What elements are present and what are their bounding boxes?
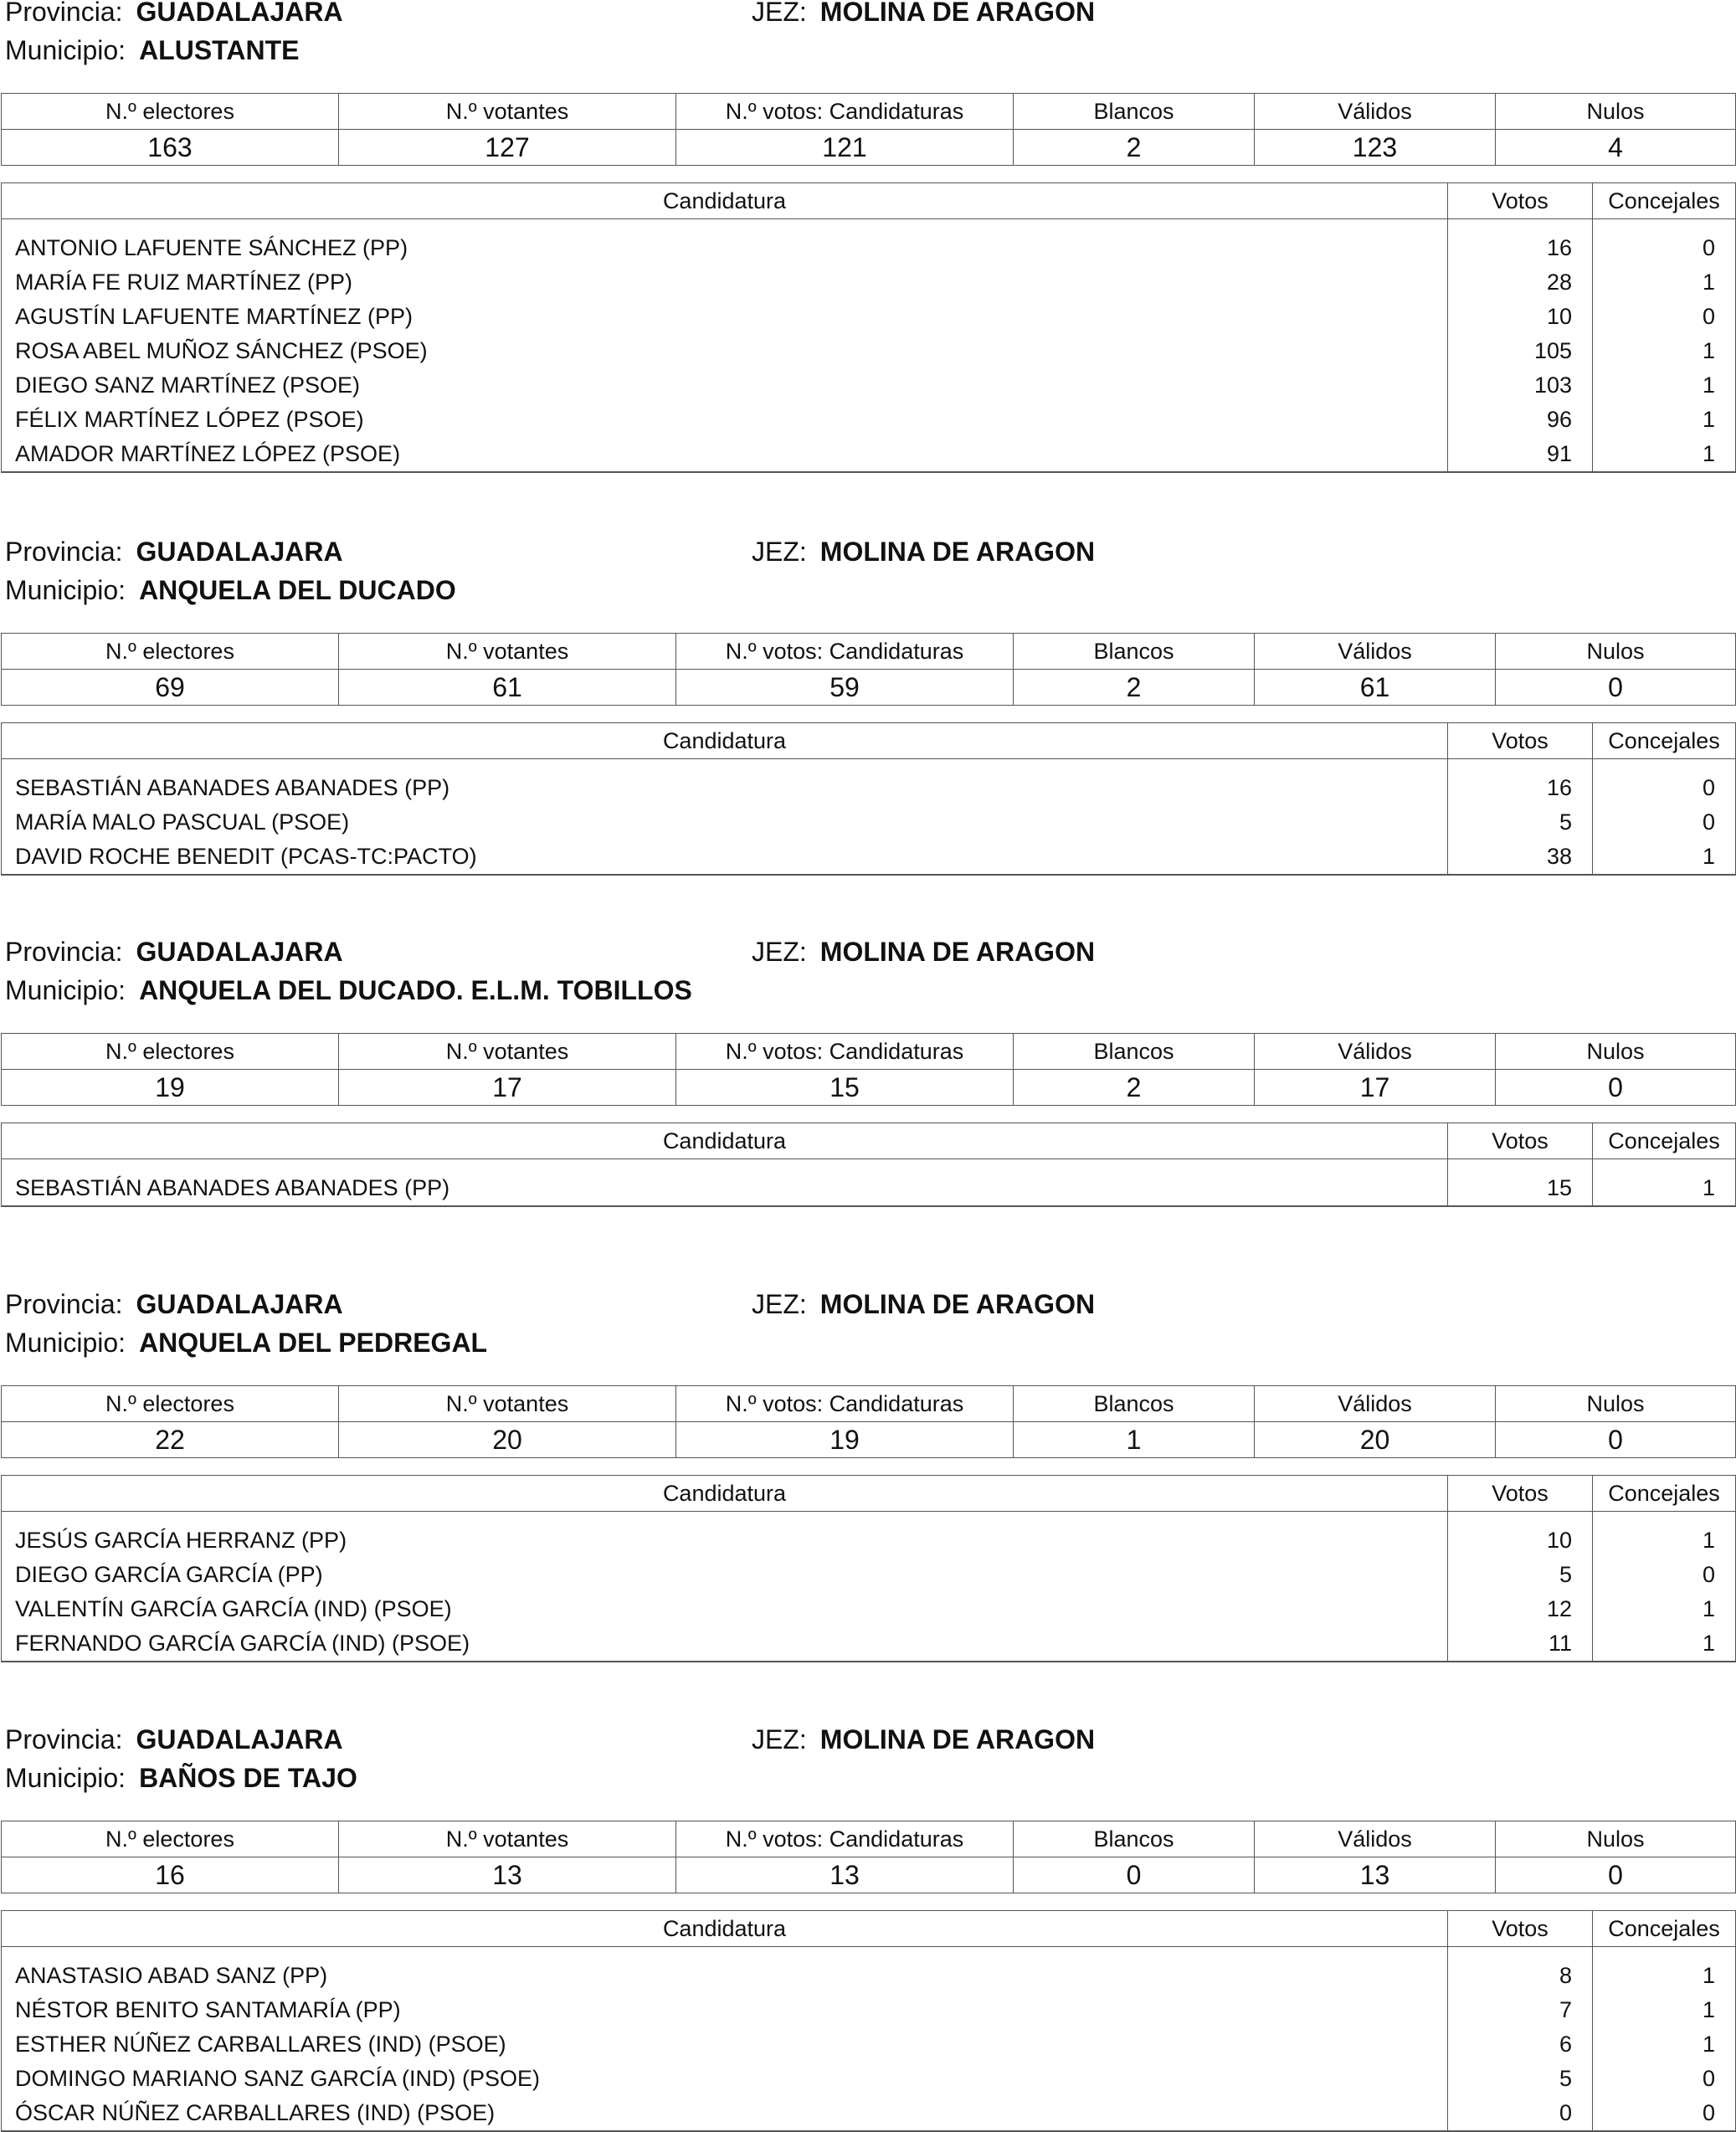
electores-value: 163 <box>2 130 339 166</box>
candidate-councillors: 1 <box>1702 1528 1715 1553</box>
candidate-name: DIEGO SANZ MARTÍNEZ (PSOE) <box>2 368 1448 403</box>
nulos-value: 4 <box>1496 130 1736 166</box>
votantes-header: N.º votantes <box>339 1821 676 1857</box>
votantes-value: 20 <box>339 1422 676 1458</box>
votantes-header: N.º votantes <box>339 94 676 130</box>
concejales-header: Concejales <box>1593 1476 1736 1512</box>
candidate-votes: 7 <box>1448 1993 1593 2027</box>
jez-label: JEZ: <box>752 537 807 567</box>
votantes-header: N.º votantes <box>339 1034 676 1070</box>
provincia-label: Provincia: <box>5 1724 123 1754</box>
candidate-row <box>2 437 1736 472</box>
votos-candidaturas-value: 13 <box>676 1857 1014 1893</box>
jez-line <box>752 935 1095 968</box>
candidates-table <box>1 722 1736 876</box>
candidate-votes: 6 <box>1448 2027 1593 2062</box>
provincia-value: GUADALAJARA <box>136 1724 343 1754</box>
concejales-header: Concejales <box>1593 183 1736 219</box>
validos-header: Válidos <box>1255 1821 1496 1857</box>
jez-value: MOLINA DE ARAGON <box>819 0 1096 27</box>
jez-line <box>752 0 1095 28</box>
candidate-row <box>2 1512 1736 1559</box>
candidate-row <box>2 2096 1736 2131</box>
candidate-votes: 11 <box>1448 1626 1593 1662</box>
candidates-table <box>1 182 1736 473</box>
stats-value-row <box>2 670 1736 706</box>
votantes-value: 13 <box>339 1857 676 1893</box>
jez-line <box>752 1287 1095 1321</box>
concejales-header: Concejales <box>1593 1123 1736 1159</box>
blancos-value: 0 <box>1014 1857 1255 1893</box>
candidates-table <box>1 1475 1736 1662</box>
validos-value: 13 <box>1255 1857 1496 1893</box>
electores-value: 69 <box>2 670 339 706</box>
validos-value: 123 <box>1255 130 1496 166</box>
provincia-value: GUADALAJARA <box>136 0 343 27</box>
nulos-value: 0 <box>1496 1422 1736 1458</box>
candidate-name: JESÚS GARCÍA HERRANZ (PP) <box>2 1512 1448 1559</box>
candidate-votes: 105 <box>1448 334 1593 368</box>
votantes-value: 61 <box>339 670 676 706</box>
nulos-header: Nulos <box>1496 1034 1736 1070</box>
nulos-value: 0 <box>1496 670 1736 706</box>
jez-label: JEZ: <box>752 937 807 967</box>
candidate-name: AGUSTÍN LAFUENTE MARTÍNEZ (PP) <box>2 300 1448 334</box>
stats-table <box>1 93 1736 166</box>
municipio-label: Municipio: <box>5 35 126 65</box>
votos-header: Votos <box>1448 1911 1593 1947</box>
candidate-name: ÓSCAR NÚÑEZ CARBALLARES (IND) (PSOE) <box>2 2096 1448 2131</box>
candidates-table <box>1 1910 1736 2132</box>
provincia-line <box>5 1723 343 1756</box>
candidate-votes: 5 <box>1448 1558 1593 1592</box>
candidate-name: SEBASTIÁN ABANADES ABANADES (PP) <box>2 759 1448 806</box>
validos-header: Válidos <box>1255 94 1496 130</box>
candidate-councillors: 1 <box>1702 1963 1715 1988</box>
provincia-line <box>5 535 343 568</box>
jez-value: MOLINA DE ARAGON <box>819 537 1096 567</box>
candidate-row <box>2 1993 1736 2027</box>
votos-candidaturas-header: N.º votos: Candidaturas <box>676 1386 1014 1422</box>
candidates-header-row <box>2 183 1736 219</box>
candidate-councillors: 1 <box>1593 1626 1736 1662</box>
electores-header: N.º electores <box>2 1034 339 1070</box>
blancos-header: Blancos <box>1014 634 1255 670</box>
candidate-row <box>2 1592 1736 1626</box>
stats-value-row <box>2 1857 1736 1893</box>
candidate-row <box>2 368 1736 403</box>
candidate-name: SEBASTIÁN ABANADES ABANADES (PP) <box>2 1159 1448 1207</box>
blancos-header: Blancos <box>1014 1386 1255 1422</box>
provincia-value: GUADALAJARA <box>136 937 343 967</box>
stats-table <box>1 1821 1736 1893</box>
nulos-header: Nulos <box>1496 1386 1736 1422</box>
candidate-row <box>2 300 1736 334</box>
candidate-row <box>2 265 1736 300</box>
candidate-votes: 91 <box>1448 437 1593 472</box>
electores-header: N.º electores <box>2 94 339 130</box>
candidate-councillors: 0 <box>1702 2066 1715 2091</box>
stats-value-row <box>2 130 1736 166</box>
votantes-value: 127 <box>339 130 676 166</box>
candidate-votes: 15 <box>1448 1159 1593 1207</box>
candidate-councillors: 1 <box>1702 2032 1715 2057</box>
nulos-header: Nulos <box>1496 94 1736 130</box>
candidate-votes: 16 <box>1448 759 1593 806</box>
electores-header: N.º electores <box>2 634 339 670</box>
candidates-header-row <box>2 723 1736 759</box>
candidate-name: ANTONIO LAFUENTE SÁNCHEZ (PP) <box>2 219 1448 266</box>
votos-header: Votos <box>1448 1476 1593 1512</box>
jez-value: MOLINA DE ARAGON <box>819 1289 1096 1319</box>
candidate-councillors: 0 <box>1702 1562 1715 1587</box>
municipio-value: BAÑOS DE TAJO <box>139 1763 357 1793</box>
votos-candidaturas-value: 121 <box>676 130 1014 166</box>
electores-value: 22 <box>2 1422 339 1458</box>
candidates-header-row <box>2 1476 1736 1512</box>
provincia-value: GUADALAJARA <box>136 1289 343 1319</box>
candidate-row <box>2 334 1736 368</box>
candidate-name: AMADOR MARTÍNEZ LÓPEZ (PSOE) <box>2 437 1448 472</box>
jez-label: JEZ: <box>752 1289 807 1319</box>
municipio-label: Municipio: <box>5 1328 126 1358</box>
stats-header-row <box>2 94 1736 130</box>
validos-value: 61 <box>1255 670 1496 706</box>
stats-table <box>1 1385 1736 1458</box>
candidate-name: DAVID ROCHE BENEDIT (PCAS-TC:PACTO) <box>2 840 1448 875</box>
candidate-row <box>2 1159 1736 1207</box>
votos-header: Votos <box>1448 183 1593 219</box>
provincia-label: Provincia: <box>5 1289 123 1319</box>
candidate-row <box>2 1626 1736 1662</box>
provincia-line <box>5 1287 343 1321</box>
blancos-value: 2 <box>1014 130 1255 166</box>
votantes-header: N.º votantes <box>339 1386 676 1422</box>
municipio-label: Municipio: <box>5 1763 126 1793</box>
candidatura-header: Candidatura <box>2 723 1448 759</box>
blancos-value: 2 <box>1014 1070 1255 1106</box>
candidate-row <box>2 403 1736 437</box>
candidate-row <box>2 2027 1736 2062</box>
candidate-row <box>2 1558 1736 1592</box>
candidate-votes: 0 <box>1448 2096 1593 2131</box>
provincia-line <box>5 0 343 28</box>
blancos-value: 2 <box>1014 670 1255 706</box>
validos-value: 17 <box>1255 1070 1496 1106</box>
municipio-value: ANQUELA DEL DUCADO <box>139 575 456 605</box>
nulos-header: Nulos <box>1496 1821 1736 1857</box>
candidate-votes: 96 <box>1448 403 1593 437</box>
stats-value-row <box>2 1070 1736 1106</box>
candidate-councillors: 0 <box>1702 235 1715 260</box>
municipio-line <box>5 33 299 67</box>
provincia-value: GUADALAJARA <box>136 537 343 567</box>
jez-line <box>752 535 1095 568</box>
candidate-row <box>2 219 1736 266</box>
provincia-line <box>5 935 343 968</box>
electores-header: N.º electores <box>2 1386 339 1422</box>
candidates-table <box>1 1123 1736 1207</box>
municipio-label: Municipio: <box>5 975 126 1005</box>
jez-line <box>752 1723 1095 1756</box>
candidate-votes: 12 <box>1448 1592 1593 1626</box>
blancos-value: 1 <box>1014 1422 1255 1458</box>
candidates-header-row <box>2 1911 1736 1947</box>
municipio-value: ANQUELA DEL PEDREGAL <box>139 1328 488 1358</box>
candidate-row <box>2 2062 1736 2096</box>
stats-header-row <box>2 1386 1736 1422</box>
candidate-votes: 16 <box>1448 219 1593 266</box>
votos-candidaturas-value: 15 <box>676 1070 1014 1106</box>
candidates-header-row <box>2 1123 1736 1159</box>
stats-value-row <box>2 1422 1736 1458</box>
validos-header: Válidos <box>1255 634 1496 670</box>
votos-candidaturas-header: N.º votos: Candidaturas <box>676 94 1014 130</box>
candidate-votes: 103 <box>1448 368 1593 403</box>
provincia-label: Provincia: <box>5 537 123 567</box>
electores-header: N.º electores <box>2 1821 339 1857</box>
candidate-votes: 28 <box>1448 265 1593 300</box>
candidate-name: MARÍA MALO PASCUAL (PSOE) <box>2 805 1448 840</box>
municipio-line <box>5 1326 487 1359</box>
municipio-line <box>5 1761 357 1795</box>
votos-candidaturas-value: 19 <box>676 1422 1014 1458</box>
electores-value: 16 <box>2 1857 339 1893</box>
candidate-councillors: 1 <box>1702 1997 1715 2022</box>
candidate-councillors: 1 <box>1702 407 1715 432</box>
concejales-header: Concejales <box>1593 1911 1736 1947</box>
candidate-row <box>2 840 1736 875</box>
nulos-header: Nulos <box>1496 634 1736 670</box>
candidate-name: FÉLIX MARTÍNEZ LÓPEZ (PSOE) <box>2 403 1448 437</box>
votantes-value: 17 <box>339 1070 676 1106</box>
jez-value: MOLINA DE ARAGON <box>819 937 1096 967</box>
candidate-name: ROSA ABEL MUÑOZ SÁNCHEZ (PSOE) <box>2 334 1448 368</box>
votos-candidaturas-value: 59 <box>676 670 1014 706</box>
candidate-name: FERNANDO GARCÍA GARCÍA (IND) (PSOE) <box>2 1626 1448 1662</box>
municipio-value: ALUSTANTE <box>139 35 300 65</box>
candidatura-header: Candidatura <box>2 1123 1448 1159</box>
candidate-councillors: 1 <box>1593 437 1736 472</box>
stats-header-row <box>2 1034 1736 1070</box>
nulos-value: 0 <box>1496 1070 1736 1106</box>
blancos-header: Blancos <box>1014 94 1255 130</box>
candidate-councillors: 1 <box>1593 1159 1736 1207</box>
validos-value: 20 <box>1255 1422 1496 1458</box>
candidatura-header: Candidatura <box>2 1476 1448 1512</box>
candidate-votes: 10 <box>1448 1512 1593 1559</box>
stats-table <box>1 1033 1736 1106</box>
candidate-name: ANASTASIO ABAD SANZ (PP) <box>2 1947 1448 1994</box>
candidate-votes: 5 <box>1448 805 1593 840</box>
provincia-label: Provincia: <box>5 0 123 27</box>
stats-header-row <box>2 1821 1736 1857</box>
candidate-councillors: 1 <box>1702 270 1715 295</box>
candidate-councillors: 0 <box>1702 809 1715 835</box>
municipio-line <box>5 573 456 607</box>
candidate-councillors: 0 <box>1702 775 1715 800</box>
candidate-votes: 8 <box>1448 1947 1593 1994</box>
candidate-name: DIEGO GARCÍA GARCÍA (PP) <box>2 1558 1448 1592</box>
provincia-label: Provincia: <box>5 937 123 967</box>
candidate-councillors: 1 <box>1702 1596 1715 1621</box>
candidate-councillors: 0 <box>1593 2096 1736 2131</box>
candidatura-header: Candidatura <box>2 1911 1448 1947</box>
stats-table <box>1 633 1736 706</box>
jez-value: MOLINA DE ARAGON <box>819 1724 1096 1754</box>
municipio-value: ANQUELA DEL DUCADO. E.L.M. TOBILLOS <box>139 975 692 1005</box>
candidate-councillors: 1 <box>1702 338 1715 363</box>
votos-header: Votos <box>1448 1123 1593 1159</box>
municipio-line <box>5 974 692 1007</box>
jez-label: JEZ: <box>752 1724 807 1754</box>
candidate-votes: 5 <box>1448 2062 1593 2096</box>
candidate-votes: 38 <box>1448 840 1593 875</box>
candidate-councillors: 1 <box>1702 372 1715 398</box>
votos-candidaturas-header: N.º votos: Candidaturas <box>676 1034 1014 1070</box>
candidate-name: NÉSTOR BENITO SANTAMARÍA (PP) <box>2 1993 1448 2027</box>
candidate-name: VALENTÍN GARCÍA GARCÍA (IND) (PSOE) <box>2 1592 1448 1626</box>
votantes-header: N.º votantes <box>339 634 676 670</box>
electores-value: 19 <box>2 1070 339 1106</box>
blancos-header: Blancos <box>1014 1034 1255 1070</box>
candidate-votes: 10 <box>1448 300 1593 334</box>
candidate-councillors: 0 <box>1702 304 1715 329</box>
candidate-name: DOMINGO MARIANO SANZ GARCÍA (IND) (PSOE) <box>2 2062 1448 2096</box>
votos-candidaturas-header: N.º votos: Candidaturas <box>676 634 1014 670</box>
blancos-header: Blancos <box>1014 1821 1255 1857</box>
municipio-label: Municipio: <box>5 575 126 605</box>
concejales-header: Concejales <box>1593 723 1736 759</box>
validos-header: Válidos <box>1255 1386 1496 1422</box>
candidate-row <box>2 1947 1736 1994</box>
jez-label: JEZ: <box>752 0 807 27</box>
validos-header: Válidos <box>1255 1034 1496 1070</box>
votos-candidaturas-header: N.º votos: Candidaturas <box>676 1821 1014 1857</box>
candidate-row <box>2 759 1736 806</box>
candidate-councillors: 1 <box>1593 840 1736 875</box>
nulos-value: 0 <box>1496 1857 1736 1893</box>
candidate-row <box>2 805 1736 840</box>
votos-header: Votos <box>1448 723 1593 759</box>
candidate-name: MARÍA FE RUIZ MARTÍNEZ (PP) <box>2 265 1448 300</box>
candidate-name: ESTHER NÚÑEZ CARBALLARES (IND) (PSOE) <box>2 2027 1448 2062</box>
candidatura-header: Candidatura <box>2 183 1448 219</box>
stats-header-row <box>2 634 1736 670</box>
